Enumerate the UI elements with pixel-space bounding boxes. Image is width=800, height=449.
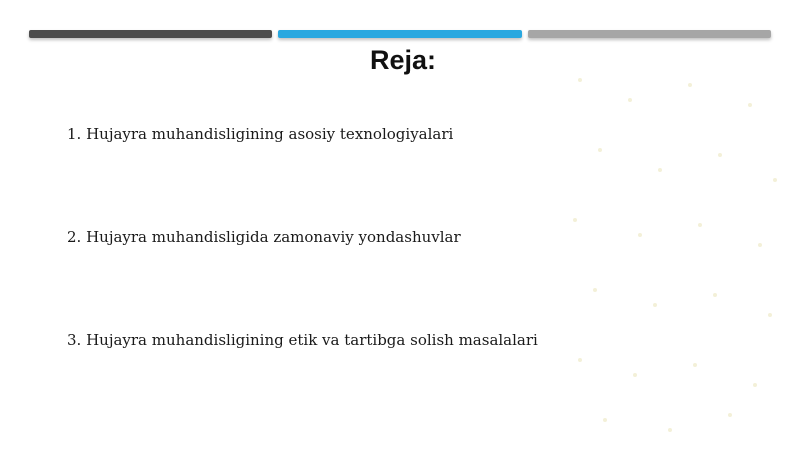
accent-bar-dark <box>29 30 272 38</box>
agenda-item: 1. Hujayra muhandisligining asosiy texnologiyalari <box>67 125 454 143</box>
accent-bar-gray <box>528 30 771 38</box>
slide-title: Reja: <box>369 45 437 75</box>
accent-bar-blue <box>278 30 522 38</box>
decorative-dot-pattern <box>560 60 800 449</box>
agenda-item: 3. Hujayra muhandisligining etik va tartibga solish masalalari <box>67 331 538 349</box>
agenda-item: 2. Hujayra muhandisligida zamonaviy yondashuvlar <box>67 228 461 246</box>
